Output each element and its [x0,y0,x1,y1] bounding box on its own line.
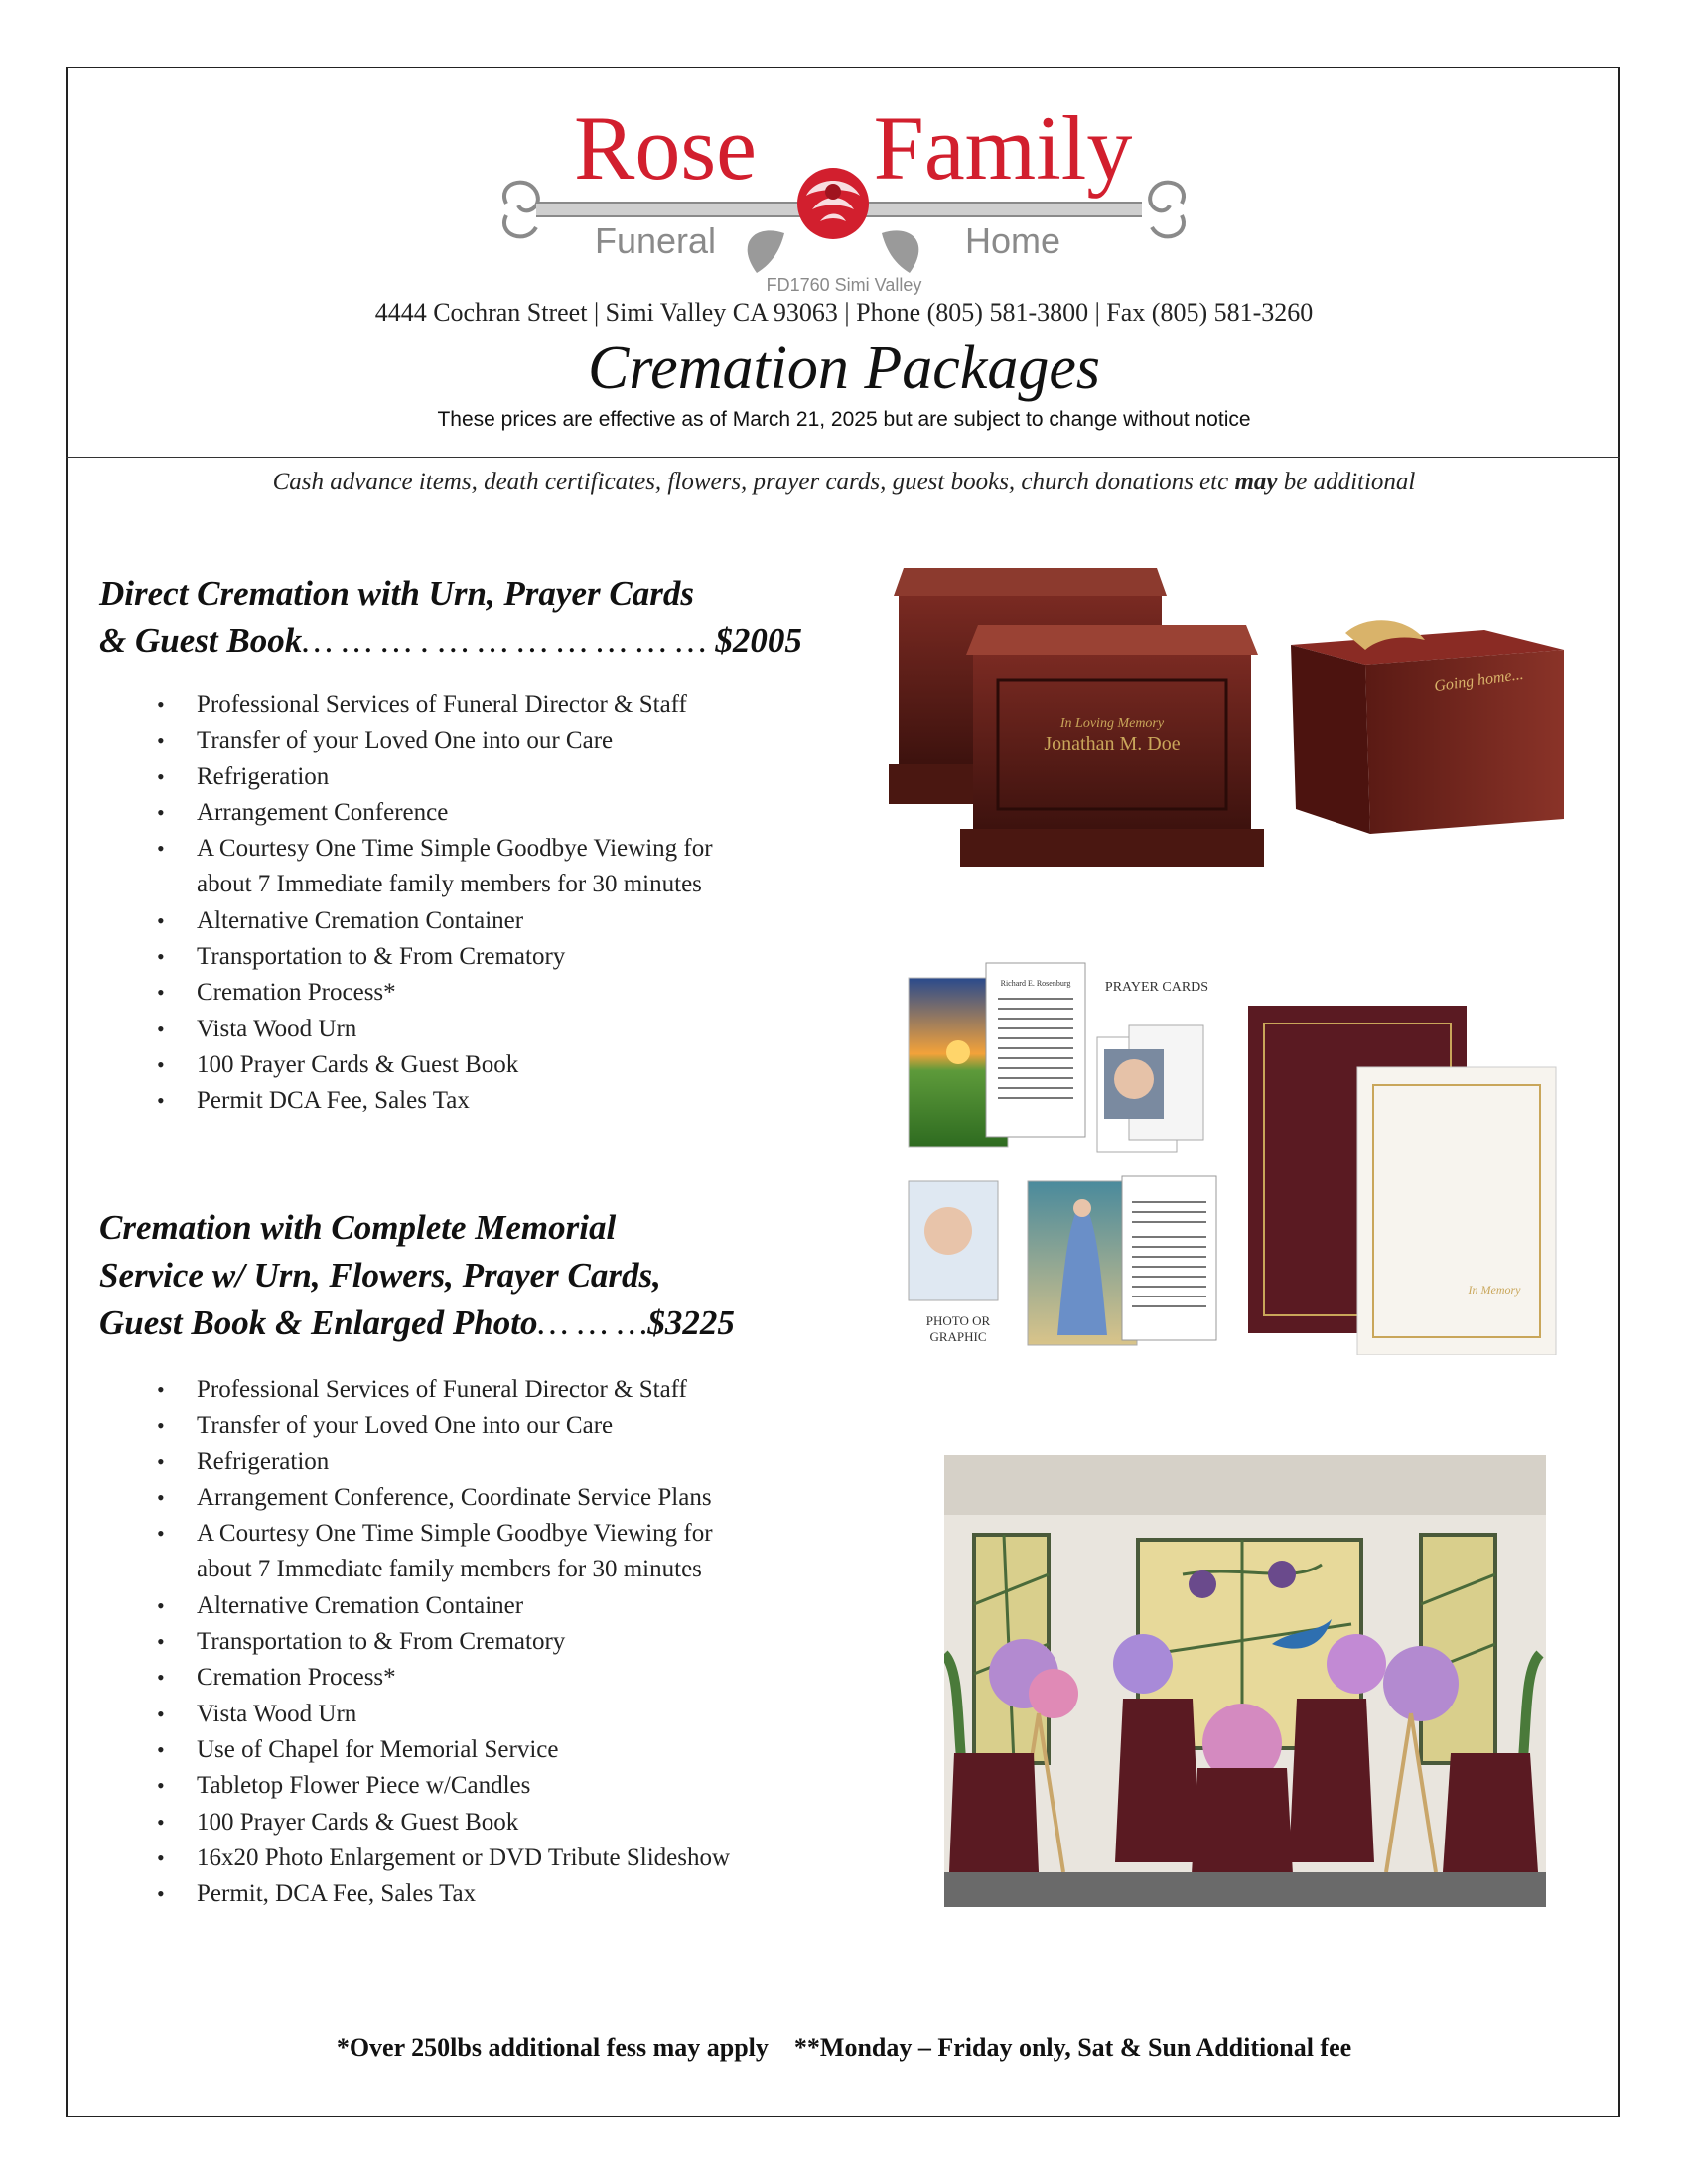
logo-word-funeral: Funeral [594,220,717,261]
list-item: • A Courtesy One Time Simple Goodbye Viewing for [147,831,862,867]
package1-title-line2: & Guest Book [99,621,303,660]
urns-photo [869,556,1579,874]
chapel-memorial-photo [944,1455,1546,1907]
logo-word-home: Home [964,220,1061,261]
package2-dots: … … … [537,1303,648,1342]
list-item: • Transportation to & From Crematory [147,939,862,975]
list-item: • 16x20 Photo Enlargement or DVD Tribute Slideshow [147,1841,862,1876]
list-item: • Use of Chapel for Memorial Service [147,1732,862,1768]
list-item: • Cremation Process* [147,975,862,1011]
prayer-cards-guest-book-photo [899,958,1559,1355]
photo-label-line2: GRAPHIC [929,1329,987,1344]
rose-family-logo [496,84,1192,298]
list-item: about 7 Immediate family members for 30 minutes [197,1556,702,1583]
notice-bold: may [1234,469,1278,495]
package1-title [99,570,854,665]
card-name: Richard E. Rosenburg [1000,979,1071,988]
package2-price: $3225 [647,1303,735,1342]
list-item: • Transportation to & From Crematory [147,1624,862,1660]
list-item: • Refrigeration [147,1444,862,1480]
list-item: • Refrigeration [147,759,862,795]
logo-word-family: Family [873,97,1133,199]
list-item: • Transfer of your Loved One into our Care [147,723,862,758]
package1-dots: … … … . … … … … … … … [302,621,707,660]
list-item: • Cremation Process* [147,1660,862,1696]
list-item: • Arrangement Conference, Coordinate Service Plans [147,1480,862,1516]
page-title: Cremation Packages [588,335,1100,402]
list-item: • Vista Wood Urn [147,1012,862,1047]
header-divider [66,457,1620,458]
package1-title-line2-wrap [99,617,854,665]
package2-title [99,1204,854,1347]
package2-title-line3-wrap [99,1299,854,1347]
package2-title-line2: Service w/ Urn, Flowers, Prayer Cards, [99,1256,661,1295]
prayer-cards-label: PRAYER CARDS [1104,980,1209,995]
effective-date-note: These prices are effective as of March 21, 2025 but are subject to change without notice [437,408,1251,431]
cash-advance-notice [0,469,1688,496]
package2-items [147,1372,862,1912]
urn-engraving: Going home... [1433,665,1525,696]
list-item: • Arrangement Conference [147,795,862,831]
package1-price: $2005 [715,621,802,660]
list-item: • Vista Wood Urn [147,1697,862,1732]
package1-items [147,687,862,1120]
list-item: • A Courtesy One Time Simple Goodbye Viewing for [147,1516,862,1552]
list-item: about 7 Immediate family members for 30 minutes [197,871,702,898]
list-item: • Tabletop Flower Piece w/Candles [147,1768,862,1804]
urn-plaque-line2: Jonathan M. Doe [1044,733,1181,754]
list-item: • 100 Prayer Cards & Guest Book [147,1047,862,1083]
package2-title-line1: Cremation with Complete Memorial [99,1208,617,1247]
package1-title-line1: Direct Cremation with Urn, Prayer Cards [99,574,694,613]
address-line: 4444 Cochran Street | Simi Valley CA 93063 | Phone (805) 581-3800 | Fax (805) 581-3260 [374,298,1314,327]
list-item: • Alternative Cremation Container [147,903,862,939]
list-item: • Permit, DCA Fee, Sales Tax [147,1876,862,1912]
list-item: • Professional Services of Funeral Director & Staff [147,1372,862,1408]
photo-label-line1: PHOTO OR [925,1313,991,1328]
logo-word-rose: Rose [574,97,757,199]
notice-before: Cash advance items, death certificates, flowers, prayer cards, guest books, church donations etc [272,469,1235,495]
footer-note: *Over 250lbs additional fess may apply **Monday – Friday only, Sat & Sun Additional fee [336,2033,1352,2062]
list-item: • Permit DCA Fee, Sales Tax [147,1083,862,1119]
list-item: • 100 Prayer Cards & Guest Book [147,1805,862,1841]
urn-plaque-line1: In Loving Memory [1059,716,1165,731]
list-item: • Alternative Cremation Container [147,1588,862,1624]
logo-license: FD1760 Simi Valley [766,275,922,295]
list-item: • Transfer of your Loved One into our Care [147,1408,862,1443]
notice-after: be additional [1277,469,1416,495]
package2-title-line3: Guest Book & Enlarged Photo [99,1303,538,1342]
list-item: • Professional Services of Funeral Director & Staff [147,687,862,723]
guest-book-script: In Memory [1468,1283,1521,1297]
